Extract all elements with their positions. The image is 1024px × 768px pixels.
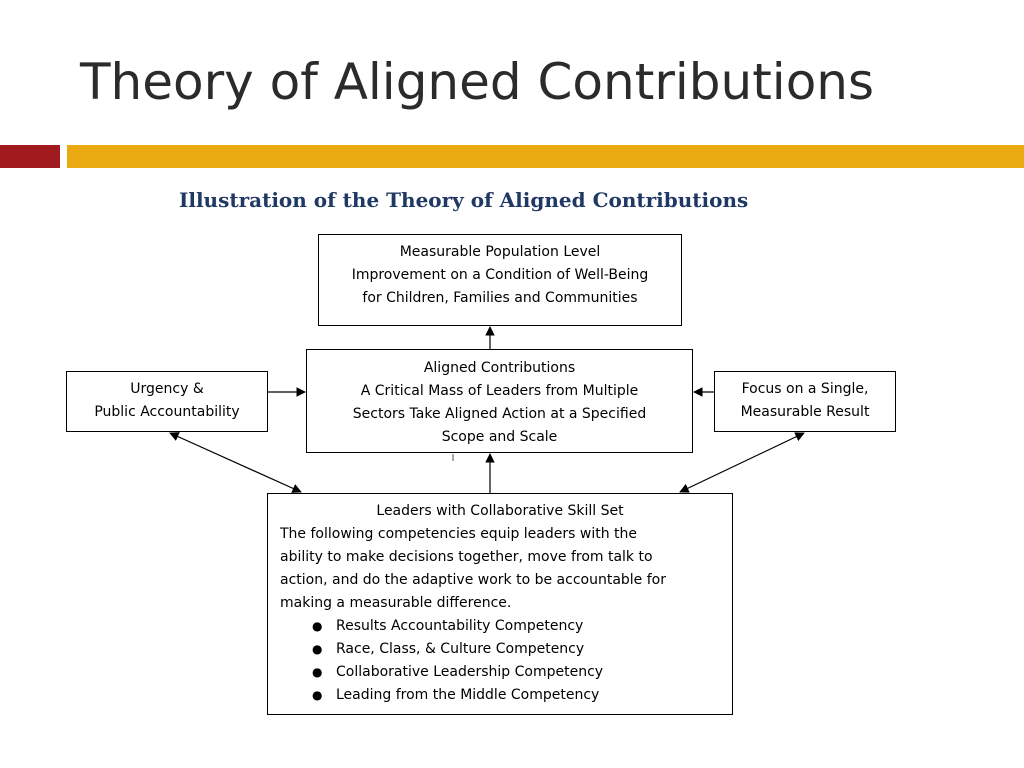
competency-label: Results Accountability Competency xyxy=(336,618,584,634)
aligned-contributions-box xyxy=(306,349,693,453)
competency-item xyxy=(280,661,732,684)
focus-line: Measurable Result xyxy=(740,404,870,420)
bullet-icon: ● xyxy=(312,688,323,702)
bullet-icon: ● xyxy=(312,619,323,633)
urgency-line: Urgency & xyxy=(130,381,204,397)
aligned-line: Scope and Scale xyxy=(441,429,558,445)
focus-result-box xyxy=(714,371,896,432)
aligned-line: A Critical Mass of Leaders from Multiple xyxy=(360,383,639,399)
aligned-line: Sectors Take Aligned Action at a Specified xyxy=(352,406,647,422)
urgency-line: Public Accountability xyxy=(94,404,240,420)
accent-bar-gold xyxy=(67,145,1024,168)
competency-item xyxy=(280,615,732,638)
competency-item xyxy=(280,638,732,661)
leaders-body-line: The following competencies equip leaders with the xyxy=(280,526,638,542)
population-line: for Children, Families and Communities xyxy=(362,290,638,306)
competency-item xyxy=(280,684,732,707)
bullet-icon: ● xyxy=(312,642,323,656)
urgency-accountability-box xyxy=(66,371,268,432)
leaders-heading: Leaders with Collaborative Skill Set xyxy=(376,503,624,519)
leaders-body-line: ability to make decisions together, move from talk to xyxy=(280,549,653,565)
aligned-line: Aligned Contributions xyxy=(423,360,576,376)
leaders-skill-set-box xyxy=(267,493,733,715)
population-line: Measurable Population Level xyxy=(399,244,601,260)
leaders-body-line: making a measurable difference. xyxy=(280,595,512,611)
population-outcome-box xyxy=(318,234,682,326)
population-line: Improvement on a Condition of Well-Being xyxy=(351,267,649,283)
leaders-body-line: action, and do the adaptive work to be accountable for xyxy=(280,572,666,588)
competency-label: Leading from the Middle Competency xyxy=(336,687,600,703)
accent-bar-red xyxy=(0,145,60,168)
diagram-subtitle: Illustration of the Theory of Aligned Contributions xyxy=(179,188,749,212)
slide-title: Theory of Aligned Contributions xyxy=(80,53,875,111)
competency-label: Collaborative Leadership Competency xyxy=(336,664,604,680)
arrow-urgency-leaders xyxy=(170,433,301,492)
competency-label: Race, Class, & Culture Competency xyxy=(336,641,585,657)
focus-line: Focus on a Single, xyxy=(741,381,869,397)
arrow-focus-leaders xyxy=(680,433,804,492)
bullet-icon: ● xyxy=(312,665,323,679)
